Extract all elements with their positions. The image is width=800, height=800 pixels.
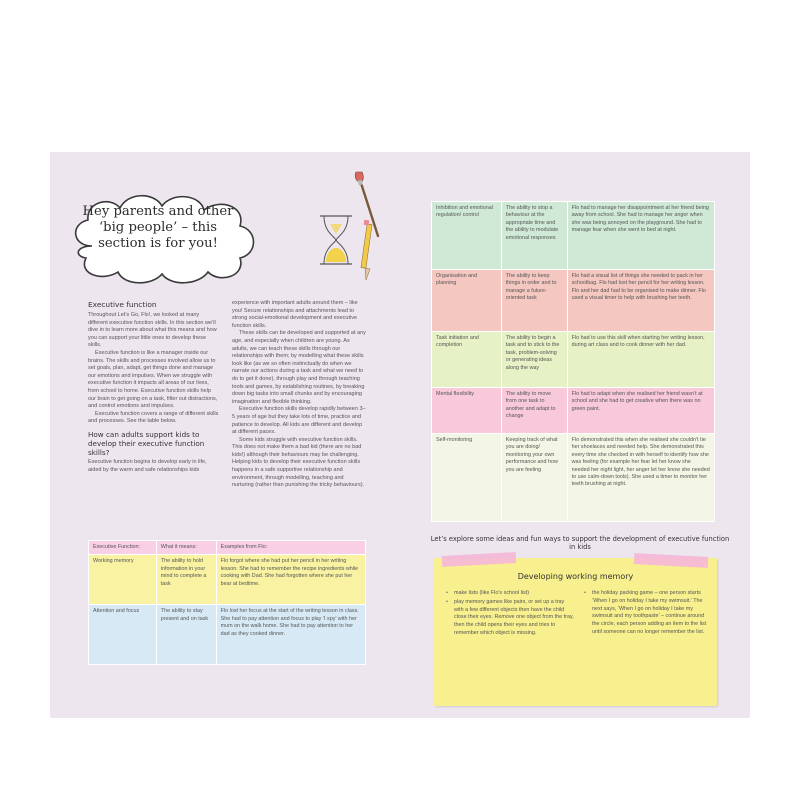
table-cell: Flo had to use this skill when starting her writing lesson, during art class and to cook dinner with her dad. bbox=[567, 332, 714, 388]
table-cell: The ability to begin a task and to stick to the task, problem-solving or generating ideas along the way bbox=[501, 332, 567, 388]
note-title: Developing working memory bbox=[517, 572, 634, 581]
table-cell: Self-monitoring bbox=[432, 434, 502, 522]
list-item: • make lists (like Flo’s school list) bbox=[446, 590, 574, 598]
note-list-right bbox=[584, 590, 708, 638]
table-header: Executive Function: bbox=[89, 541, 157, 555]
left-column bbox=[88, 300, 220, 474]
table-cell: The ability to hold information in your mind to complete a task bbox=[156, 555, 216, 605]
table-header: Examples from Flo: bbox=[216, 541, 365, 555]
cloud-line-3: section is for you! bbox=[98, 236, 218, 251]
table-row bbox=[432, 202, 715, 270]
table-cell: The ability to keep things in order and to manage a future-oriented task bbox=[501, 270, 567, 332]
intro-paragraph: Throughout Let’s Go, Flo!, we looked at many different executive function skills. In this section we’ll dive in to learn more about what this means and how you can support your little ones to develop these skills. bbox=[88, 312, 217, 349]
table-cell: Flo lost her focus at the start of the writing lesson in class. She had to pay attention and focus to play ‘I spy’ with her mum on the walk home. She had to pay attention to her dad as they cooked dinner. bbox=[216, 605, 365, 665]
table-cell: Attention and focus bbox=[89, 605, 157, 665]
table-cell: The ability to stop a behaviour at the appropriate time and the ability to modulate emotional responses bbox=[501, 202, 567, 270]
cloud-line-1: Hey parents and other bbox=[82, 204, 234, 219]
rapid-development-paragraph: Executive function skills develop rapidly between 3–5 years of age but they take lots of time, practice and patience to develop. All kids are different and develop at different paces. bbox=[232, 406, 366, 436]
executive-function-table-left bbox=[88, 540, 366, 665]
range-paragraph: Executive function covers a range of different skills and processes. See the table below. bbox=[88, 410, 219, 425]
table-cell: Flo had to manage her disappointment at her friend being away from school. She had to manage her anger when she was being annoyed on the playground. She had to manage fear when she went to bed at night. bbox=[567, 202, 714, 270]
develop-paragraph: Executive function begins to develop early in life, aided by the warm and safe relationships kids bbox=[88, 458, 207, 473]
table-cell: The ability to move from one task to another and adapt to change bbox=[501, 388, 567, 434]
table-row bbox=[432, 434, 715, 522]
table-row bbox=[89, 555, 366, 605]
hourglass-icon bbox=[320, 216, 352, 264]
table-cell: Flo had to adapt when she realised her friend wasn’t at school and she had to get creative when there was no green paint. bbox=[567, 388, 714, 434]
table-header-row bbox=[89, 541, 366, 555]
table-cell: The ability to stay present and on task bbox=[156, 605, 216, 665]
table-row bbox=[432, 332, 715, 388]
table-cell: Flo had a visual list of things she needed to pack in her schoolbag. Flo had lost her pencil for her writing lesson. Flo and her dad had to be organised to make dinner. Flo used a visual timer to help with brushing her teeth. bbox=[567, 270, 714, 332]
table-cell: Task initiation and completion bbox=[432, 332, 502, 388]
cloud-line-2: ‘big people’ – this bbox=[98, 220, 218, 235]
table-cell: Inhibition and emotional regulation/ control bbox=[432, 202, 502, 270]
table-cell: Flo demonstrated this when she realised she couldn’t tie her shoelaces and needed help. She demonstrated this every time she checked in with herself to identify how she was feeling (for example her fear let her know she needed her night light, her anger let her know she needed to use calm-down tools). She used a timer to monitor her teeth brushing at night. bbox=[567, 434, 714, 522]
executive-function-table-right bbox=[431, 201, 715, 522]
table-row bbox=[89, 605, 366, 665]
table-cell: Mental flexibility bbox=[432, 388, 502, 434]
table-cell: Working memory bbox=[89, 555, 157, 605]
table-cell: Keeping track of what you are doing/ monitoring your own performance and how you are feeling bbox=[501, 434, 567, 522]
list-item: • the holiday packing game – one person starts ‘When I go on holiday I take my swimsuit.’ The next says, ‘When I go on holiday I take my swimsuit and my toothpaste’ – continue around the circle, each person adding an item to the list until someone can no longer remember the list. bbox=[584, 590, 708, 637]
relationships-paragraph: experience with important adults around them – like you! Secure relationships and attachments lead to strong social-emotional development and executive function skills. bbox=[232, 300, 358, 329]
illustration bbox=[312, 168, 392, 288]
manager-paragraph: Executive function is like a manager inside our brains. The skills and processes involved allow us to set goals, plan, adapt, get things done and manage our emotions and impulses. When we struggle with executive function it impacts all areas of our lives, from school to home. Executive function skills help our brain to get going on a task, filter out distractions, and control emotions and impulses. bbox=[88, 349, 218, 410]
struggle-paragraph: Some kids struggle with executive function skills. This does not make them a bad kid (there are no bad kids!) although their behaviours may be challenging. Helping kids to develop their executive function skills happens in a safe supportive relationship and environment, through modelling, teaching and nurturing (rather than punishing the tricky behaviours). bbox=[232, 436, 365, 489]
cloud-heading bbox=[74, 204, 242, 252]
support-heading: How can adults support kids to develop their executive function skills? bbox=[88, 429, 205, 457]
table-row bbox=[432, 270, 715, 332]
list-item: • play memory games like pairs, or set up a tray with a few different objects then have the child close their eyes. Remove one object from the tray, then the child opens their eyes and tries to remember which object is missing. bbox=[446, 599, 574, 638]
explore-heading: Let’s explore some ideas and fun ways to support the development of executive function in kids bbox=[430, 535, 730, 551]
note-list-left bbox=[446, 590, 574, 639]
any-age-paragraph: These skills can be developed and supported at any age, and especially when children are young. As adults, we can teach these skills through our relationships with them; by modelling what these skills look like (as we so often instinctually do when we narrate our actions during a task and what we need to do to get it done), through play and through teaching tools and games, by establishing routines, by breaking down big tasks into small chunks and by encouraging imagination and flexible thinking. bbox=[232, 330, 366, 405]
table-cell: Flo forgot where she had put her pencil in her writing lesson. She had to remember the recipe ingredients while cooking with Dad. She had forgotten where she put her bear at bedtime. bbox=[216, 555, 365, 605]
table-cell: Organisation and planning bbox=[432, 270, 502, 332]
section-heading: Executive function bbox=[88, 300, 157, 309]
working-memory-note bbox=[434, 558, 717, 706]
hourglass-brush-pencil-icon bbox=[312, 168, 392, 288]
table-header: What it means: bbox=[156, 541, 216, 555]
middle-column bbox=[232, 300, 366, 490]
table-row bbox=[432, 388, 715, 434]
book-spread bbox=[50, 152, 750, 718]
pencil-icon bbox=[361, 220, 372, 280]
tape-right bbox=[634, 553, 708, 568]
tape-left bbox=[442, 552, 516, 567]
